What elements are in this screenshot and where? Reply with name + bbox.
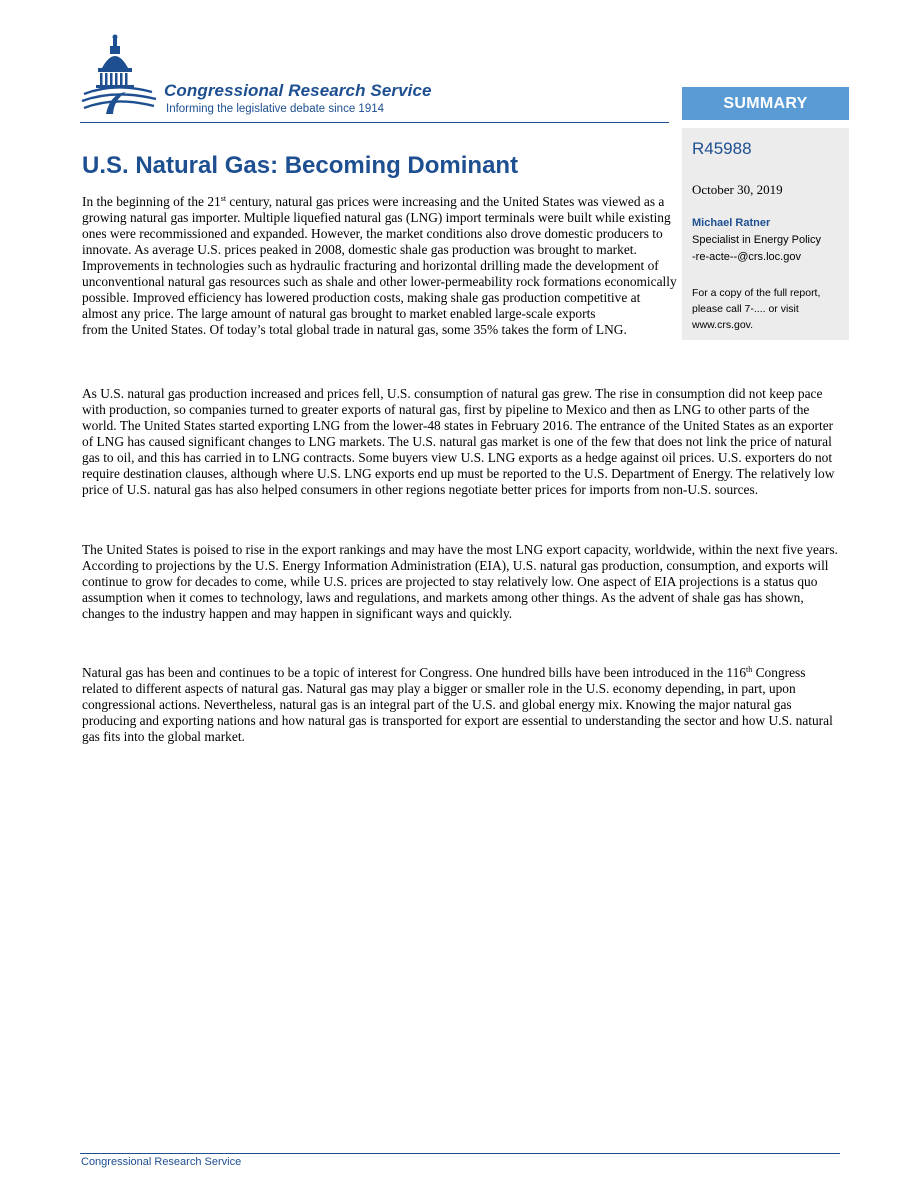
paragraph-text: century, natural gas prices were increasing and the United States was viewed as a growing natural gas importer. Multiple liquefied natural gas (LNG) import terminals were built while existing ones were recommissioned and expanded. However, the market conditions also drove domestic producers to innovate. As average U.S. prices peaked in 2008, domestic shale gas production was brought to market. Improvements in technologies such as hydraulic fracturing and horizontal drilling made the development of unconventional natural gas resources such as shale and other lower-permeability rock formations economically possible. Improved efficiency has lowered production costs, making shale gas production competitive at almost any price. The large amount of natural gas brought to market enabled large-scale exports xyxy=(82,194,677,321)
paragraph-text: from the United States. Of today’s total global trade in natural gas, some 35% takes the form of LNG. xyxy=(82,322,627,337)
org-name: Congressional Research Service xyxy=(164,81,432,100)
org-tagline: Informing the legislative debate since 1914 xyxy=(166,103,385,115)
summary-paragraph-2: As U.S. natural gas production increased and prices fell, U.S. consumption of natural gas grew. The rise in consumption did not keep pace with production, so companies turned to greater exports of natural gas, first by pipeline to Mexico and then as LNG to other parts of the world. The United States started exporting LNG from the lower-48 states in February 2016. The entrance of the United States as an exporter of LNG has caused significant changes to LNG markets. The U.S. natural gas market is one of the few that does not link the price of natural gas to oil, and this has carried in to LNG contracts. Some buyers view U.S. LNG exports as a hedge against oil prices. U.S. exporters do not require destination clauses, although where U.S. LNG exports end up must be reported to the U.S. Department of Energy. The relatively low price of U.S. natural gas has also helped consumers in other regions negotiate better prices for imports from non-U.S. sources. xyxy=(82,386,835,497)
crs-logo[interactable] xyxy=(80,34,500,124)
ordinal-suffix: th xyxy=(746,665,753,674)
capitol-dome-icon xyxy=(80,34,164,124)
ordinal-suffix: st xyxy=(220,194,227,203)
copy-request-note: For a copy of the full report, please call 7-.... or visit www.crs.gov. xyxy=(692,287,821,331)
author-name: Michael Ratner xyxy=(692,217,771,229)
summary-paragraph-1 xyxy=(82,194,677,338)
summary-tab: SUMMARY xyxy=(682,87,849,120)
footer-divider xyxy=(80,1153,840,1154)
report-date: October 30, 2019 xyxy=(692,182,783,197)
paragraph-text: Natural gas has been and continues to be a topic of interest for Congress. One hundred bills have been introduced in the 116 xyxy=(82,665,747,680)
author-title: Specialist in Energy Policy xyxy=(692,234,822,246)
report-number: R45988 xyxy=(692,139,752,158)
summary-paragraph-4 xyxy=(82,665,840,745)
paragraph-text: Congress related to different aspects of natural gas. Natural gas may play a bigger or smaller role in the U.S. economy depending, in part, upon congressional actions. Nevertheless, natural gas is an integral part of the U.S. and global energy mix. Knowing the major natural gas producing and exporting nations and how natural gas is transported for export are essential to understanding the sector and how U.S. natural gas fits into the global market. xyxy=(82,665,833,744)
document-title: U.S. Natural Gas: Becoming Dominant xyxy=(82,152,519,179)
summary-sidebar xyxy=(682,128,849,340)
header-divider xyxy=(80,122,669,123)
paragraph-text: In the beginning of the 21 xyxy=(82,194,221,209)
footer-org-name: Congressional Research Service xyxy=(81,1156,242,1168)
author-email-link[interactable]: -re-acte--@crs.loc.gov xyxy=(692,251,801,263)
summary-paragraph-3: The United States is poised to rise in the export rankings and may have the most LNG export capacity, worldwide, within the next five years. According to projections by the U.S. Energy Information Administration (EIA), U.S. natural gas production, consumption, and exports will continue to grow for decades to come, while U.S. prices are projected to stay relatively low. One aspect of EIA projections is a status quo assumption when it comes to technology, laws and regulations, and markets among other things. As the advent of shale gas has shown, changes to the industry happen and may happen in significant ways and quickly. xyxy=(82,542,838,621)
